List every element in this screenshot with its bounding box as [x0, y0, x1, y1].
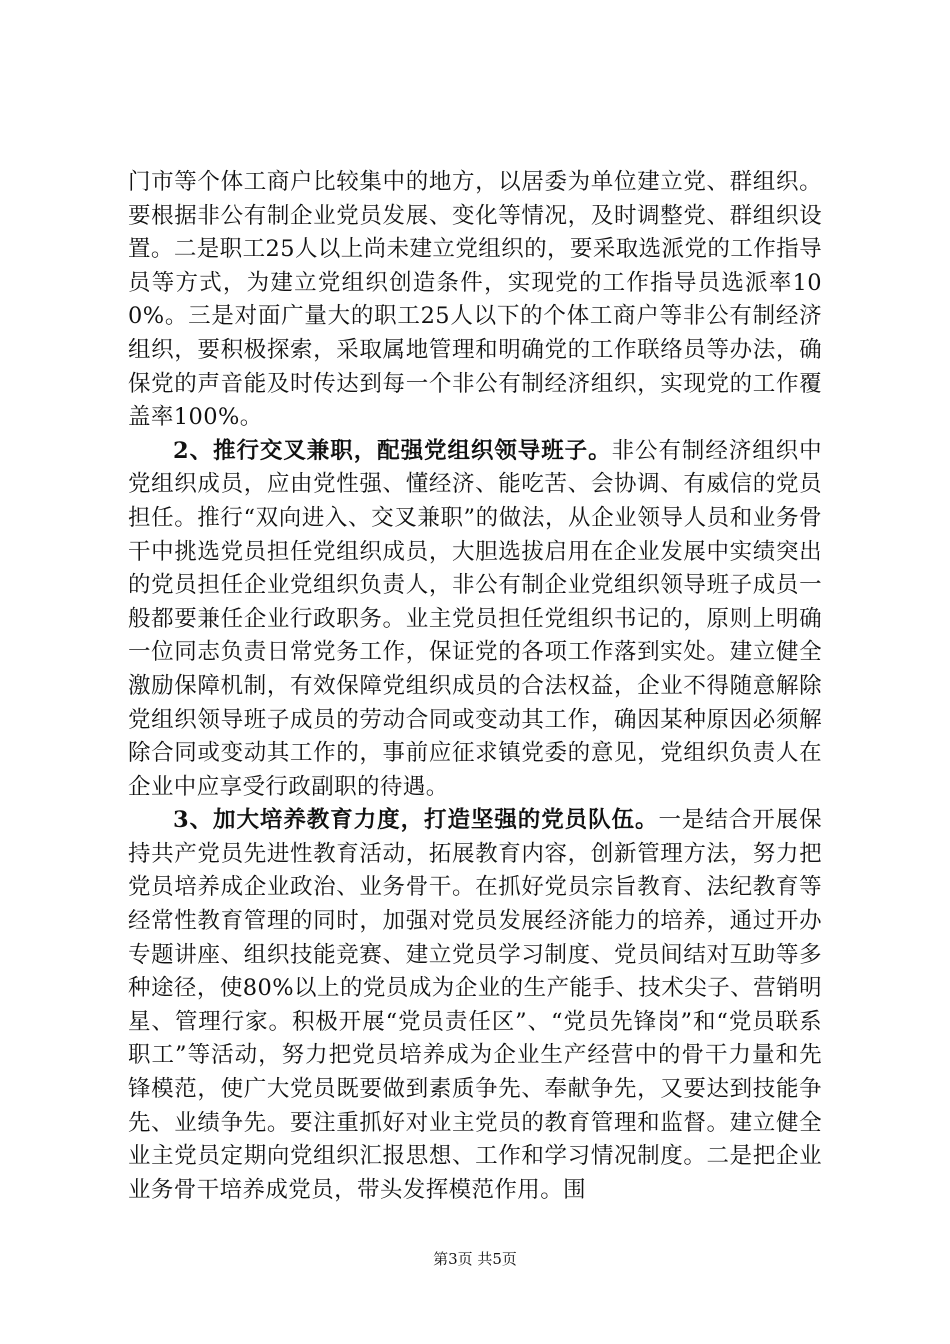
paragraph-3	[128, 804, 822, 1207]
paragraph-2-body: 非公有制经济组织中党组织成员，应由党性强、懂经济、能吃苦、会协调、有威信的党员担任。推行“双向进入、交叉兼职”的做法，从企业领导人员和业务骨干中挑选党员担任党组织成员，大胆选拔启用在企业发展中实绩突出的党员担任企业党组织负责人，非公有制企业党组织领导班子成员一般都要兼任企业行政职务。业主党员担任党组织书记的，原则上明确一位同志负责日常党务工作，保证党的各项工作落到实处。建立健全激励保障机制，有效保障党组织成员的合法权益，企业不得随意解除党组织领导班子成员的劳动合同或变动其工作，确因某种原因必须解除合同或变动其工作的，事前应征求镇党委的意见，党组织负责人在企业中应享受行政副职的待遇。	[128, 437, 822, 800]
paragraph-1-body: 门市等个体工商户比较集中的地方，以居委为单位建立党、群组织。要根据非公有制企业党员发展、变化等情况，及时调整党、群组织设置。二是职工25人以上尚未建立党组织的，要采取选派党的工作指导员等方式，为建立党组织创造条件，实现党的工作指导员选派率100%。三是对面广量大的职工25人以下的个体工商户等非公有制经济组织，要积极探索，采取属地管理和明确党的工作联络员等办法，确保党的声音能及时传达到每一个非公有制经济组织，实现党的工作覆盖率100%。	[128, 169, 822, 431]
document-body	[128, 166, 822, 1207]
paragraph-1	[128, 166, 822, 435]
paragraph-3-heading: 3、加大培养教育力度，打造坚强的党员队伍。	[173, 807, 659, 834]
paragraph-3-body: 一是结合开展保持共产党员先进性教育活动，拓展教育内容，创新管理方法，努力把党员培养成企业政治、业务骨干。在抓好党员宗旨教育、法纪教育等经常性教育管理的同时，加强对党员发展经济能力的培养，通过开办专题讲座、组织技能竞赛、建立党员学习制度、党员间结对互助等多种途径，使80%以上的党员成为企业的生产能手、技术尖子、营销明星、管理行家。积极开展“党员责任区”、“党员先锋岗”和“党员联系职工”等活动，努力把党员培养成为企业生产经营中的骨干力量和先锋模范，使广大党员既要做到素质争先、奉献争先，又要达到技能争先、业绩争先。要注重抓好对业主党员的教育管理和监督。建立健全业主党员定期向党组织汇报思想、工作和学习情况制度。二是把企业业务骨干培养成党员，带头发挥模范作用。围	[128, 807, 822, 1203]
paragraph-2-heading: 2、推行交叉兼职，配强党组织领导班子。	[173, 437, 612, 464]
paragraph-2	[128, 435, 822, 805]
page-number-label: 第3页 共5页	[433, 1250, 517, 1268]
page-footer	[0, 1249, 950, 1269]
